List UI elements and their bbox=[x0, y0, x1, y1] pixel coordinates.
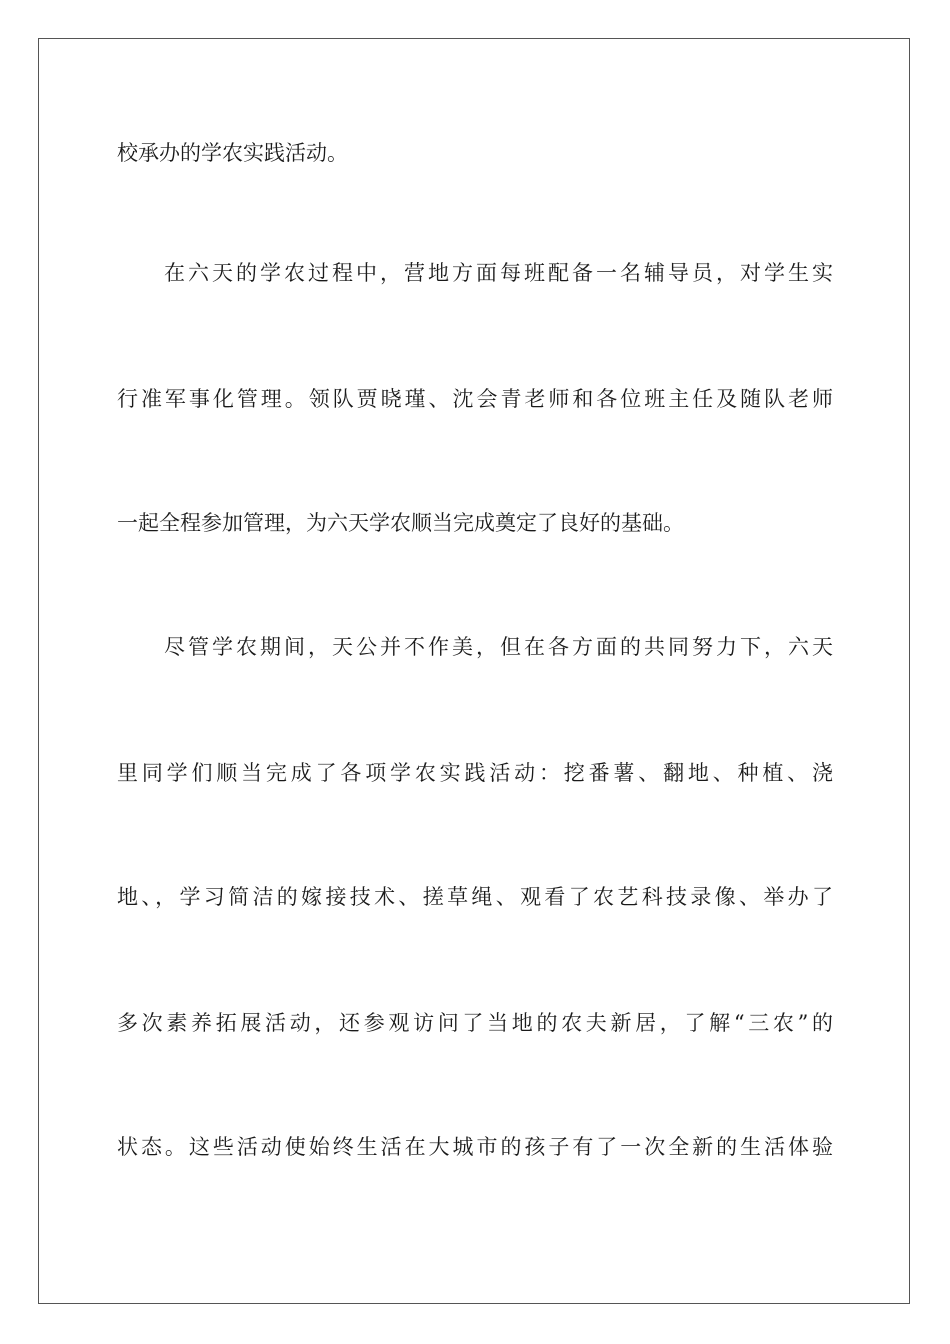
page-border bbox=[38, 38, 910, 1304]
text-line-3: 行准军事化管理。领队贾晓瑾、沈会青老师和各位班主任及随队老师 bbox=[117, 387, 833, 411]
text-line-8: 多次素养拓展活动，还参观访问了当地的农夫新居，了解“三农”的 bbox=[117, 1011, 833, 1035]
text-line-1: 校承办的学农实践活动。 bbox=[117, 141, 348, 165]
text-line-5: 尽管学农期间，天公并不作美，但在各方面的共同努力下，六天 bbox=[164, 635, 833, 659]
text-line-6: 里同学们顺当完成了各项学农实践活动：挖番薯、翻地、种植、浇 bbox=[117, 761, 833, 785]
text-line-7: 地、，学习简洁的嫁接技术、搓草绳、观看了农艺科技录像、举办了 bbox=[117, 885, 833, 909]
text-line-9: 状态。这些活动使始终生活在大城市的孩子有了一次全新的生活体验 bbox=[117, 1135, 833, 1159]
text-line-4: 一起全程参加管理，为六天学农顺当完成奠定了良好的基础。 bbox=[117, 511, 684, 535]
text-line-2: 在六天的学农过程中，营地方面每班配备一名辅导员，对学生实 bbox=[164, 261, 833, 285]
